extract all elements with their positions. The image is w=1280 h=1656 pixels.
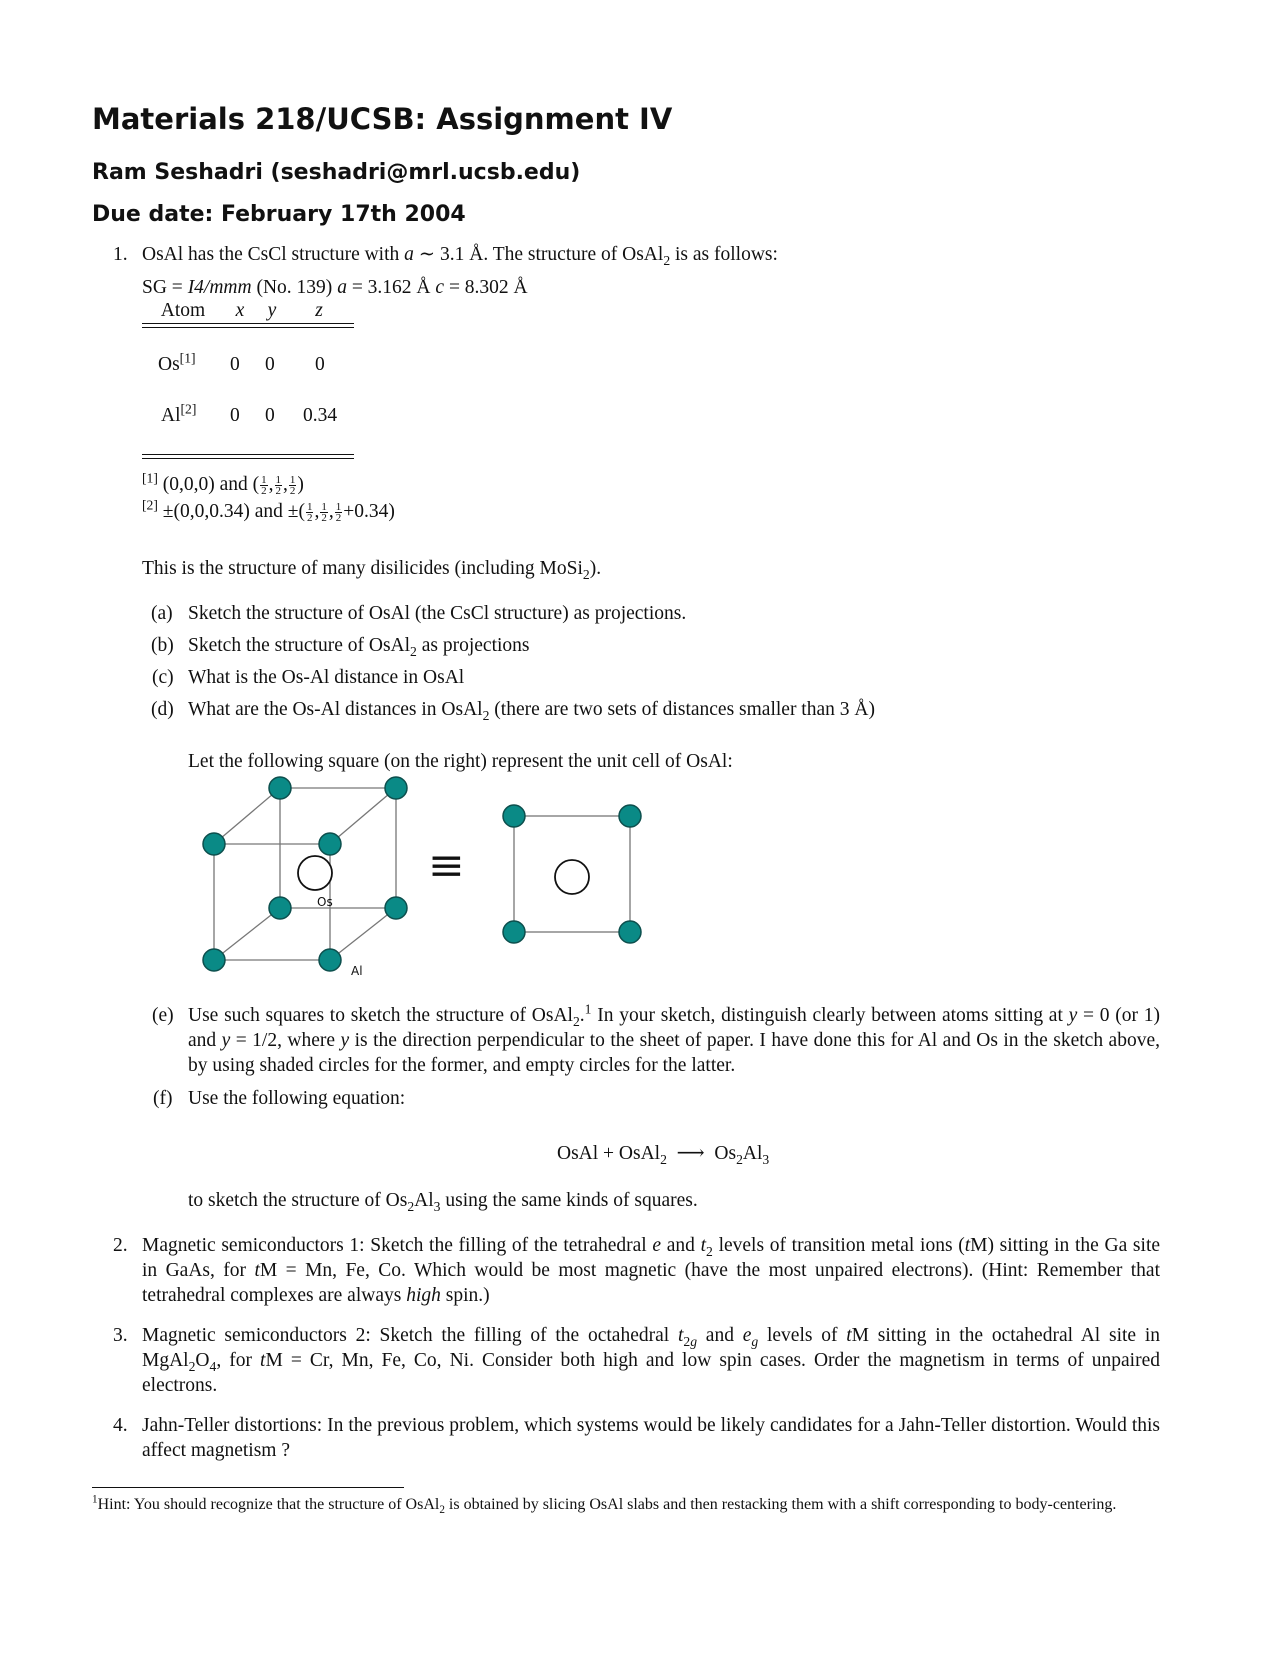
author-line: Ram Seshadri (seshadri@mrl.ucsb.edu) [92, 160, 581, 185]
square-intro: Let the following square (on the right) represent the unit cell of OsAl: [188, 751, 733, 772]
table-rule-bottom [142, 454, 354, 455]
q3-text: Magnetic semiconductors 2: Sketch the filling of the octahedral $t_{2g}$ and $e_g$ levels of tM sitting in the octahedral Al site in $MgAl_2O_4$, for tM = Cr, Mn, Fe, Co, Ni. Consider both high and low spin cases. Order the magnetism in terms of unpaired electrons. [142, 1325, 1161, 1396]
part-label: (b) [151, 635, 174, 656]
equivalence-sign: ≡ [428, 840, 465, 891]
part-label: (a) [151, 603, 173, 624]
q1-intro: OsAl has the CsCl structure with a ∼ 3.1 Å. The structure of OsAl$_2$ is as follows: [142, 244, 778, 268]
reaction-equation: OsAl + OsAl$_2$ ⟶ $Os_2Al_3$ [557, 1143, 770, 1167]
after-equation: to sketch the structure of $Os_2Al_3$ using the same kinds of squares. [188, 1190, 698, 1214]
table-cell: 0 [265, 354, 275, 375]
cscl-figure [180, 770, 660, 985]
due-date: Due date: February 17th 2004 [92, 202, 466, 227]
table-header-row: Atom x y z [160, 300, 323, 321]
atom-table [142, 300, 350, 322]
part-label: (e) [152, 1005, 174, 1026]
disilicide-note: This is the structure of many disilicides (including MoSi$_2$). [142, 558, 602, 582]
table-rule-bottom2 [142, 458, 354, 459]
q4-text: Jahn-Teller distortions: In the previous problem, which systems would be likely candidates for a Jahn-Teller distortion. Would this affect magnetism ? [142, 1415, 1160, 1461]
part-b-text: Sketch the structure of OsAl$_2$ as projections [188, 635, 530, 659]
table-cell: 0.34 [303, 405, 338, 426]
table-cell: 0 [265, 405, 275, 426]
label-al: Al [351, 964, 363, 978]
part-label: (c) [152, 667, 174, 688]
q3-number: 3. [113, 1325, 128, 1346]
part-label: (d) [151, 699, 174, 720]
footnote-rule [92, 1487, 404, 1488]
part-f-text: Use the following equation: [188, 1088, 406, 1109]
part-a-text: Sketch the structure of OsAl (the CsCl structure) as projections. [188, 603, 687, 624]
table-cell: 0 [230, 354, 240, 375]
os-atom-square [555, 860, 589, 894]
page-title: Materials 218/UCSB: Assignment IV [92, 102, 673, 136]
table-row: Os[1] [158, 350, 196, 375]
table-cell: 0 [315, 354, 325, 375]
table-cell: 0 [230, 405, 240, 426]
part-label: (f) [153, 1088, 173, 1109]
os-atom-cube [298, 856, 332, 890]
q4-number: 4. [113, 1415, 128, 1436]
space-group-line: SG = I4/mmm (No. 139) a = 3.162 Å c = 8.302 Å [142, 277, 528, 298]
q1-number: 1. [113, 244, 128, 265]
table-rule-top [142, 323, 354, 324]
part-d-text: What are the Os-Al distances in OsAl$_2$ (there are two sets of distances smaller than 3 Å) [188, 699, 875, 723]
table-rule-top2 [142, 327, 354, 328]
q2-number: 2. [113, 1235, 128, 1256]
q2-text: Magnetic semiconductors 1: Sketch the filling of the tetrahedral e and $t_2$ levels of transition metal ions (tM) sitting in the Ga site in GaAs, for tM = Mn, Fe, Co. Which would be most magnetic (have the most unpaired electrons). (Hint: Remember that tetrahedral complexes are always high spin.) [142, 1235, 1161, 1306]
table-footnote-2: [2] ±(0,0,0.34) and ±( $\frac{1}{2}$ , $\frac{1}{2}$ , $\frac{1}{2}$ +0.34) [142, 497, 395, 525]
table-footnote-1: [1] (0,0,0) and ( $\frac{1}{2}$ , $\frac{1}{2}$ , $\frac{1}{2}$ ) [142, 470, 304, 498]
label-os: Os [317, 895, 333, 909]
part-e-text: Use such squares to sketch the structure of OsAl$_2$.$^1$ In your sketch, distinguish clearly between atoms sitting at y = 0 (or 1) and y = 1/2, where y is the direction perpendicular to the sheet of paper. I have done this for Al and Os in the sketch above, by using shaded circles for the former, and empty circles for the latter. [188, 1001, 1160, 1076]
footnote: $^1$Hint: You should recognize that the structure of OsAl$_2$ is obtained by slicing OsAl slabs and then restacking them with a shift corresponding to body-centering. [92, 1493, 1117, 1517]
part-c-text: What is the Os-Al distance in OsAl [188, 667, 465, 688]
table-row: Al[2] [161, 401, 197, 426]
